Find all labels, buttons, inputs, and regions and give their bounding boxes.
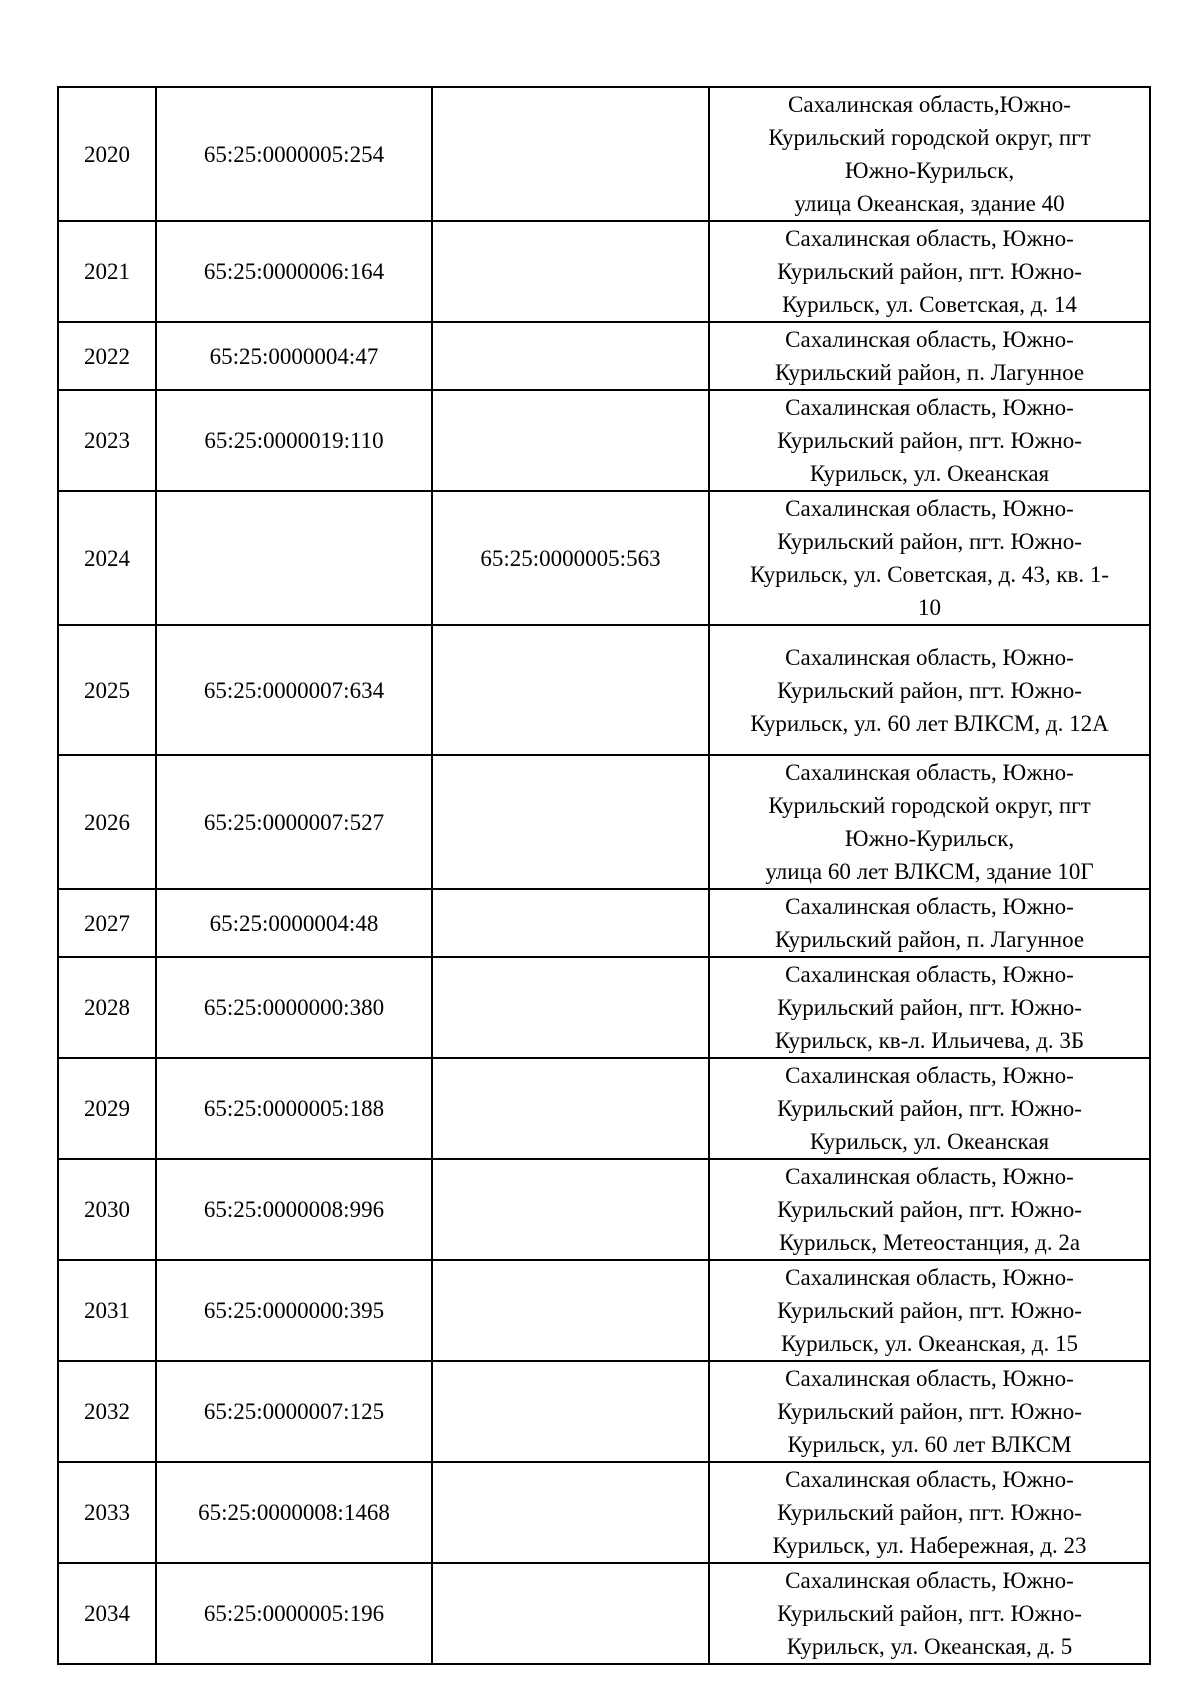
address-line: Курильск, ул. Океанская, д. 15	[781, 1331, 1078, 1356]
premises-cadastral-number-cell	[432, 1563, 709, 1664]
cadastral-number-cell: 65:25:0000000:395	[156, 1260, 432, 1361]
address-cell	[709, 1260, 1150, 1361]
address-line: Южно-Курильск,	[844, 158, 1015, 183]
address-line: Сахалинская область, Южно-	[785, 1265, 1074, 1290]
table-row	[58, 755, 1150, 889]
address-line: Курильский район, п. Лагунное	[774, 927, 1085, 952]
address-line: Курильский район, пгт. Южно-	[777, 529, 1082, 554]
address-line: улица 60 лет ВЛКСМ, здание 10Г	[765, 859, 1094, 884]
row-number-cell: 2032	[58, 1361, 156, 1462]
address-line: Курильский район, пгт. Южно-	[777, 259, 1082, 284]
cadastral-number-cell	[156, 491, 432, 625]
cadastral-number-cell: 65:25:0000004:47	[156, 322, 432, 390]
cadastral-number-cell: 65:25:0000008:996	[156, 1159, 432, 1260]
premises-cadastral-number-cell	[432, 390, 709, 491]
address-cell	[709, 1058, 1150, 1159]
row-number-cell: 2031	[58, 1260, 156, 1361]
address-line: улица Океанская, здание 40	[794, 191, 1065, 216]
address-line: Сахалинская область, Южно-	[785, 226, 1074, 251]
address-cell	[709, 1159, 1150, 1260]
row-number-cell: 2027	[58, 889, 156, 957]
table-row	[58, 221, 1150, 322]
address-line: Сахалинская область, Южно-	[785, 894, 1074, 919]
address-cell	[709, 390, 1150, 491]
table-row	[58, 390, 1150, 491]
address-line: Курильск, Метеостанция, д. 2а	[778, 1230, 1081, 1255]
registry-table	[57, 86, 1151, 1665]
address-line: Курильск, ул. 60 лет ВЛКСМ, д. 12А	[750, 710, 1109, 736]
row-number-cell: 2030	[58, 1159, 156, 1260]
address-line: Курильский район, пгт. Южно-	[777, 1500, 1082, 1525]
row-number-cell: 2024	[58, 491, 156, 625]
premises-cadastral-number-cell	[432, 1462, 709, 1563]
address-line: Курильский район, пгт. Южно-	[777, 428, 1082, 453]
address-line: Курильский район, п. Лагунное	[774, 360, 1085, 385]
table-row	[58, 322, 1150, 390]
row-number-cell: 2023	[58, 390, 156, 491]
address-cell	[709, 625, 1150, 755]
address-line: Курильск, ул. Советская, д. 43, кв. 1-	[749, 562, 1110, 587]
address-line: Курильск, ул. 60 лет ВЛКСМ	[787, 1432, 1072, 1457]
address-line: 10	[918, 595, 941, 620]
cadastral-number-cell: 65:25:0000005:188	[156, 1058, 432, 1159]
cadastral-number-cell: 65:25:0000007:634	[156, 625, 432, 755]
address-cell	[709, 491, 1150, 625]
table-row	[58, 491, 1150, 625]
address-line: Сахалинская область, Южно-	[785, 760, 1074, 785]
address-line: Сахалинская область, Южно-	[785, 1164, 1074, 1189]
address-line: Сахалинская область, Южно-	[785, 395, 1074, 420]
address-line: Курильск, ул. Набережная, д. 23	[772, 1533, 1087, 1558]
address-line: Сахалинская область, Южно-	[785, 644, 1074, 670]
premises-cadastral-number-cell	[432, 1159, 709, 1260]
premises-cadastral-number-cell	[432, 1260, 709, 1361]
row-number-cell: 2028	[58, 957, 156, 1058]
premises-cadastral-number-cell	[432, 322, 709, 390]
row-number-cell: 2029	[58, 1058, 156, 1159]
row-number-cell: 2033	[58, 1462, 156, 1563]
cadastral-number-cell: 65:25:0000005:196	[156, 1563, 432, 1664]
premises-cadastral-number-cell	[432, 755, 709, 889]
row-number-cell: 2022	[58, 322, 156, 390]
address-cell	[709, 1563, 1150, 1664]
address-cell	[709, 1462, 1150, 1563]
cadastral-number-cell: 65:25:0000000:380	[156, 957, 432, 1058]
address-line: Сахалинская область, Южно-	[785, 962, 1074, 987]
address-line: Сахалинская область,Южно-	[788, 92, 1071, 117]
address-cell	[709, 87, 1150, 221]
address-line: Курильский район, пгт. Южно-	[777, 677, 1082, 703]
row-number-cell: 2034	[58, 1563, 156, 1664]
address-line: Курильск, ул. Океанская, д. 5	[786, 1634, 1073, 1659]
address-cell	[709, 755, 1150, 889]
premises-cadastral-number-cell	[432, 957, 709, 1058]
address-line: Сахалинская область, Южно-	[785, 1467, 1074, 1492]
address-line: Сахалинская область, Южно-	[785, 496, 1074, 521]
address-line: Курильский район, пгт. Южно-	[777, 995, 1082, 1020]
address-line: Южно-Курильск,	[844, 826, 1015, 851]
row-number-cell: 2026	[58, 755, 156, 889]
table-row	[58, 625, 1150, 755]
table-row	[58, 889, 1150, 957]
row-number-cell: 2025	[58, 625, 156, 755]
address-line: Курильск, ул. Советская, д. 14	[782, 292, 1077, 317]
row-number-cell: 2021	[58, 221, 156, 322]
premises-cadastral-number-cell	[432, 87, 709, 221]
address-cell	[709, 889, 1150, 957]
address-line: Курильский район, пгт. Южно-	[777, 1298, 1082, 1323]
address-cell	[709, 957, 1150, 1058]
table-row	[58, 957, 1150, 1058]
premises-cadastral-number-cell	[432, 625, 709, 755]
table-row	[58, 1361, 1150, 1462]
address-line: Курильский район, пгт. Южно-	[777, 1197, 1082, 1222]
cadastral-number-cell: 65:25:0000005:254	[156, 87, 432, 221]
premises-cadastral-number-cell: 65:25:0000005:563	[432, 491, 709, 625]
premises-cadastral-number-cell	[432, 1361, 709, 1462]
premises-cadastral-number-cell	[432, 221, 709, 322]
address-cell	[709, 221, 1150, 322]
cadastral-number-cell: 65:25:0000008:1468	[156, 1462, 432, 1563]
address-line: Сахалинская область, Южно-	[785, 1568, 1074, 1593]
premises-cadastral-number-cell	[432, 889, 709, 957]
cadastral-number-cell: 65:25:0000007:527	[156, 755, 432, 889]
address-line: Курильск, ул. Океанская	[809, 1129, 1050, 1154]
address-line: Сахалинская область, Южно-	[785, 327, 1074, 352]
address-line: Сахалинская область, Южно-	[785, 1366, 1074, 1391]
address-line: Курильский район, пгт. Южно-	[777, 1399, 1082, 1424]
table-row	[58, 1058, 1150, 1159]
address-line: Курильский городской округ, пгт	[768, 125, 1091, 150]
address-line: Сахалинская область, Южно-	[785, 1063, 1074, 1088]
table-row	[58, 1563, 1150, 1664]
address-line: Курильск, кв-л. Ильичева, д. 3Б	[774, 1028, 1085, 1053]
table-row	[58, 87, 1150, 221]
table-row	[58, 1462, 1150, 1563]
cadastral-number-cell: 65:25:0000004:48	[156, 889, 432, 957]
premises-cadastral-number-cell	[432, 1058, 709, 1159]
address-line: Курильский район, пгт. Южно-	[777, 1601, 1082, 1626]
cadastral-number-cell: 65:25:0000007:125	[156, 1361, 432, 1462]
cadastral-number-cell: 65:25:0000006:164	[156, 221, 432, 322]
address-line: Курильский район, пгт. Южно-	[777, 1096, 1082, 1121]
table-row	[58, 1159, 1150, 1260]
address-line: Курильский городской округ, пгт	[768, 793, 1091, 818]
address-line: Курильск, ул. Океанская	[809, 461, 1050, 486]
registry-body	[58, 87, 1150, 1664]
address-cell	[709, 322, 1150, 390]
address-cell	[709, 1361, 1150, 1462]
cadastral-number-cell: 65:25:0000019:110	[156, 390, 432, 491]
row-number-cell: 2020	[58, 87, 156, 221]
table-row	[58, 1260, 1150, 1361]
